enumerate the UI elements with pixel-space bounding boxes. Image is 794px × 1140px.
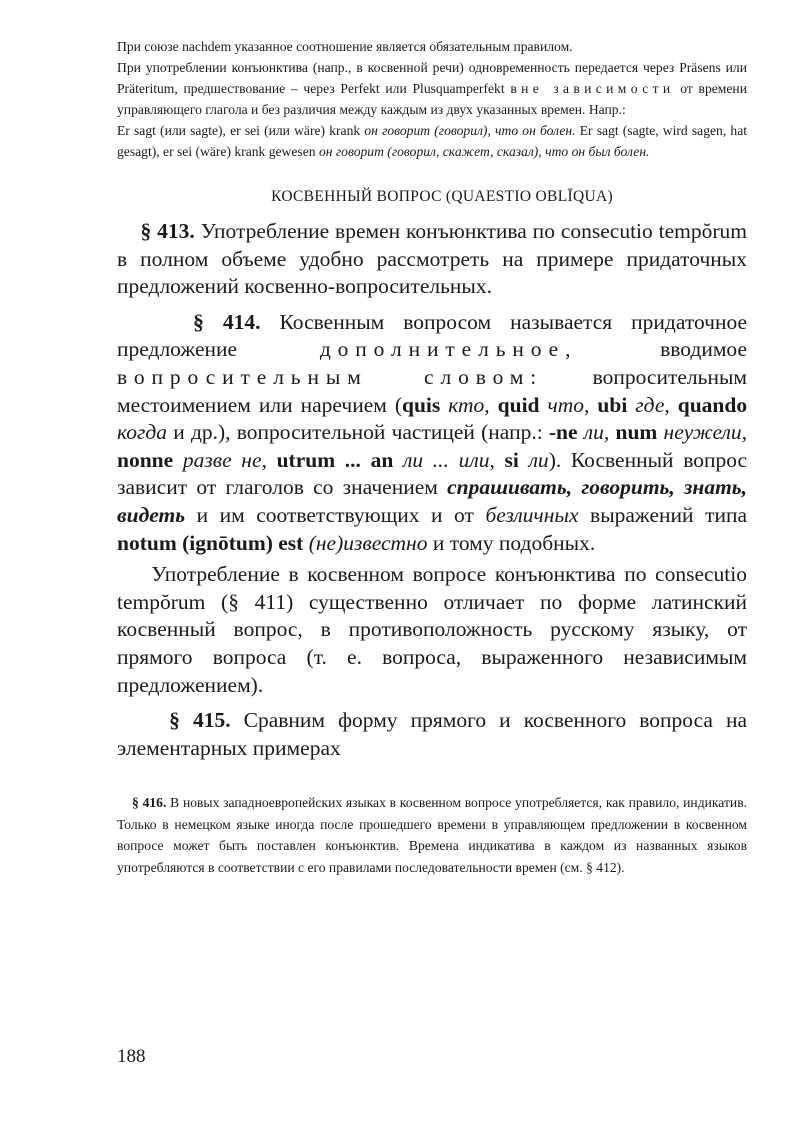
paragraph-konjunktiv bbox=[117, 57, 747, 120]
latin-word: quando bbox=[677, 392, 748, 417]
section-number: § 414. bbox=[193, 309, 261, 334]
page-content bbox=[117, 36, 747, 878]
example-german: Er sagt (или sagte), er sei (или wäre) krank bbox=[117, 123, 361, 138]
text-segment: выражений типа bbox=[590, 502, 748, 527]
text-segment: Косвенным вопросом называется придаточное предложение bbox=[117, 309, 748, 362]
paragraph-413 bbox=[117, 218, 747, 301]
translation: что, bbox=[547, 392, 590, 417]
emphasis: безличных bbox=[485, 502, 579, 527]
text-segment: и др.), вопросительной частицей (напр.: bbox=[173, 420, 543, 445]
paragraph-414 bbox=[117, 309, 747, 557]
latin-word: utrum ... an bbox=[276, 447, 394, 472]
main-text bbox=[117, 218, 747, 762]
paragraph-416 bbox=[117, 792, 747, 878]
text-segment: от времени управляющего глагола и без различия между каждым из двух указанных времен. Напр.: bbox=[117, 81, 747, 117]
text-segment: и тому подобных. bbox=[432, 530, 596, 555]
text-segment: При употреблении конъюнктива (напр., в косвенной речи) одновременность передается через Präsens или Präteritum, предшествование – через Perfekt или Plusquamperfekt bbox=[117, 60, 747, 96]
latin-word: num bbox=[615, 420, 658, 445]
text-segment: вводимое bbox=[660, 337, 747, 362]
latin-word: quis bbox=[402, 392, 441, 417]
verb-list: спрашивать, говорить, знать, видеть bbox=[117, 475, 747, 527]
text-segment: ). Косвенный вопрос зависит от глаголов со значением bbox=[117, 447, 748, 500]
spaced-text: дополнительное, bbox=[319, 337, 578, 362]
translation: когда bbox=[117, 420, 168, 445]
paragraph-415 bbox=[117, 707, 747, 762]
example-translation: он говорит (говорил, скажет, сказал), что он был болен. bbox=[318, 144, 650, 159]
spaced-text: вне зависимости bbox=[510, 81, 675, 96]
example-translation: он говорит (говорил), что он болен. bbox=[364, 123, 576, 138]
section-number: § 416. bbox=[132, 795, 167, 811]
latin-word: -ne bbox=[548, 420, 578, 445]
text-segment: В новых западноевропейских языках в косвенном вопросе употребляется, как правило, индикатив. Только в немецком языке иногда после прошедшего времени в управляющем предложении в косвенном вопросе может быть поставлен конъюнктив. Времена индикатива в каждом из названных языков употребляются в соответствии с его правилами последовательности времен (см. § 412). bbox=[117, 795, 748, 875]
paragraph-414b bbox=[117, 561, 747, 699]
text-segment: Употребление времен конъюнктива по consecutio tempŏrum в полном объеме удобно рассмотреть на примере придаточных предложений косвенно-вопросительных. bbox=[117, 219, 748, 299]
translation: ли, bbox=[583, 420, 610, 445]
latin-word: nonne bbox=[117, 447, 174, 472]
paragraph-nachdem: При союзе nachdem указанное соотношение является обязательным правилом. bbox=[117, 39, 573, 54]
latin-word: ubi bbox=[597, 392, 628, 417]
example-block bbox=[117, 120, 747, 162]
translation: ли bbox=[528, 447, 549, 472]
translation: разве не, bbox=[182, 447, 267, 472]
translation: кто, bbox=[448, 392, 490, 417]
translation: ли ... или, bbox=[402, 447, 495, 472]
top-section bbox=[117, 36, 747, 162]
text-segment: Употребление в косвенном вопросе конъюнктива по consecutio tempŏrum (§ 411) существенно отличает по форме латинский косвенный вопрос, в противоположность русскому языку, от прямого вопроса (т. е. вопроса, выраженного независимым предложением). bbox=[117, 562, 747, 697]
text-segment: вопросительным местоимением или наречием ( bbox=[117, 364, 747, 417]
text-segment: Сравним форму прямого и косвенного вопроса на элементарных примерах bbox=[117, 708, 748, 760]
section-heading: КОСВЕННЫЙ ВОПРОС (QUAESTIO OBLĪQUA) bbox=[271, 188, 613, 205]
page-number: 188 bbox=[117, 1046, 146, 1067]
example-german: Er sagt (sagte, wird sagen, hat gesagt), er sei (wäre) krank gewesen bbox=[117, 123, 748, 159]
translation: где, bbox=[635, 392, 670, 417]
text-segment: и им соответствующих и от bbox=[196, 502, 474, 527]
section-number: § 413. bbox=[140, 219, 195, 243]
latin-word: si bbox=[504, 447, 519, 472]
spaced-text: вопросительным словом: bbox=[117, 364, 544, 389]
latin-phrase: notum (ignōtum) est bbox=[117, 530, 304, 555]
translation: (не)известно bbox=[308, 530, 428, 555]
footnote-416 bbox=[117, 792, 747, 878]
section-number: § 415. bbox=[169, 708, 231, 733]
latin-word: quid bbox=[497, 392, 540, 417]
translation: неужели, bbox=[663, 420, 747, 445]
